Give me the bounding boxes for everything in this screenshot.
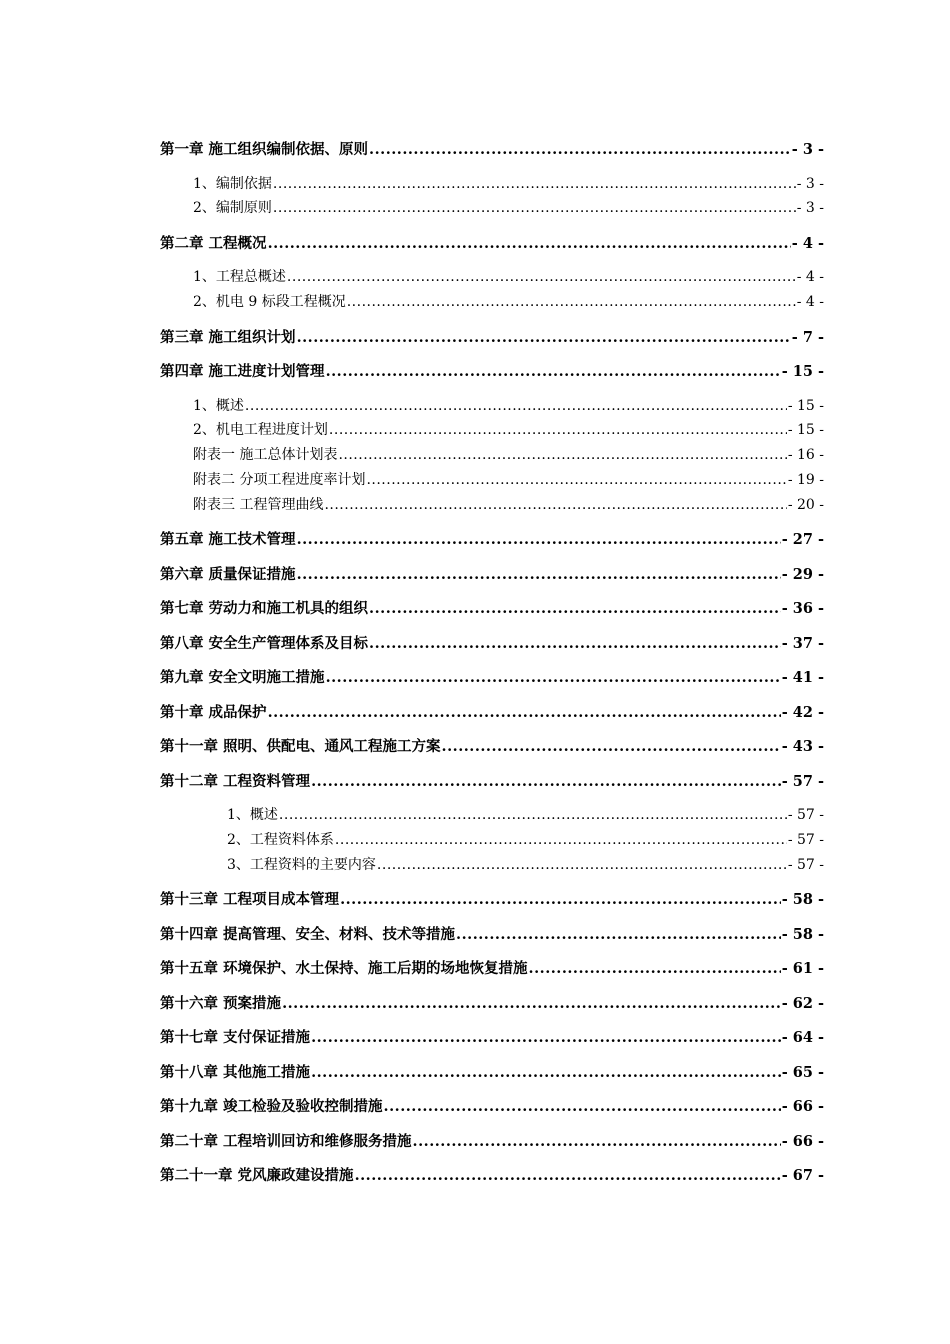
toc-page: - 15 -: [787, 422, 824, 439]
toc-chapter-16[interactable]: [160, 991, 824, 1026]
toc-title: 第二章 工程概况: [160, 234, 267, 252]
toc-title: 2、机电工程进度计划: [193, 422, 328, 439]
leader-dots: [340, 887, 781, 913]
toc-title: 第十九章 竣工检验及验收控制措施: [160, 1098, 383, 1116]
toc-page: - 64 -: [781, 1029, 824, 1047]
toc-page: - 15 -: [787, 397, 824, 414]
leader-dots: [529, 956, 781, 982]
toc-page: - 3 -: [791, 141, 824, 158]
leader-dots: [355, 1163, 781, 1189]
toc-sub-item[interactable]: [160, 265, 824, 290]
toc-title: 第十二章 工程资料管理: [160, 772, 311, 790]
toc-title: 第五章 施工技术管理: [160, 531, 296, 549]
toc-page: - 66 -: [781, 1132, 824, 1150]
toc-page: - 19 -: [787, 471, 824, 488]
toc-title: 附表三 工程管理曲线: [193, 496, 324, 513]
toc-sub-item[interactable]: [160, 418, 824, 443]
toc-title: 1、编制依据: [193, 175, 272, 192]
toc-chapter-11[interactable]: [160, 734, 824, 769]
leader-dots: [297, 325, 791, 351]
leader-dots: [329, 418, 787, 442]
leader-dots: [326, 665, 781, 691]
toc-chapter-13[interactable]: [160, 887, 824, 922]
toc-title: 2、编制原则: [193, 200, 272, 217]
toc-title: 第十八章 其他施工措施: [160, 1063, 311, 1081]
leader-dots: [297, 527, 781, 553]
leader-dots: [366, 468, 786, 492]
leader-dots: [369, 596, 781, 622]
leader-dots: [311, 1060, 781, 1086]
toc-page: - 4 -: [791, 234, 824, 252]
toc-title: 第十章 成品保护: [160, 703, 267, 721]
toc-sub-item[interactable]: [160, 196, 824, 231]
toc-chapter-3[interactable]: [160, 325, 824, 360]
toc-title: 第四章 施工进度计划管理: [160, 363, 325, 381]
toc-chapter-18[interactable]: [160, 1060, 824, 1095]
leader-dots: [279, 803, 787, 827]
toc-page: - 57 -: [787, 807, 824, 824]
toc-chapter-8[interactable]: [160, 631, 824, 666]
toc-title: 3、工程资料的主要内容: [227, 856, 376, 873]
toc-page: - 42 -: [781, 703, 824, 721]
table-of-contents: [160, 137, 824, 1198]
leader-dots: [456, 922, 781, 948]
toc-page: - 4 -: [796, 294, 824, 311]
leader-dots: [324, 493, 786, 517]
leader-dots: [245, 394, 787, 418]
leader-dots: [297, 562, 781, 588]
toc-chapter-20[interactable]: [160, 1129, 824, 1164]
toc-page: - 27 -: [781, 531, 824, 549]
toc-page: - 43 -: [781, 738, 824, 756]
toc-page: - 36 -: [781, 600, 824, 618]
leader-dots: [268, 231, 791, 257]
toc-title: 1、概述: [193, 397, 244, 414]
toc-title: 第十七章 支付保证措施: [160, 1029, 311, 1047]
toc-page: - 29 -: [781, 565, 824, 583]
toc-sub-item[interactable]: [160, 172, 824, 197]
toc-chapter-21[interactable]: [160, 1163, 824, 1198]
toc-chapter-14[interactable]: [160, 922, 824, 957]
toc-title: 第十五章 环境保护、水土保持、施工后期的场地恢复措施: [160, 960, 528, 978]
leader-dots: [282, 991, 781, 1017]
toc-page: - 58 -: [781, 925, 824, 943]
leader-dots: [384, 1094, 781, 1120]
toc-page: - 67 -: [781, 1167, 824, 1185]
leader-dots: [311, 769, 781, 795]
toc-chapter-9[interactable]: [160, 665, 824, 700]
toc-sub-item[interactable]: [160, 468, 824, 493]
leader-dots: [326, 359, 781, 385]
toc-page: - 65 -: [781, 1063, 824, 1081]
leader-dots: [347, 290, 796, 314]
toc-page: - 66 -: [781, 1098, 824, 1116]
leader-dots: [287, 265, 796, 289]
toc-chapter-5[interactable]: [160, 527, 824, 562]
toc-title: 第三章 施工组织计划: [160, 328, 296, 346]
toc-sub-item[interactable]: [160, 853, 824, 888]
leader-dots: [369, 137, 791, 163]
toc-page: - 3 -: [796, 200, 824, 217]
toc-chapter-15[interactable]: [160, 956, 824, 991]
toc-title: 附表一 施工总体计划表: [193, 447, 338, 464]
toc-page: - 4 -: [796, 269, 824, 286]
toc-title: 第八章 安全生产管理体系及目标: [160, 634, 369, 652]
leader-dots: [377, 853, 787, 877]
toc-title: 第十六章 预案措施: [160, 994, 282, 1012]
toc-page: - 37 -: [781, 634, 824, 652]
toc-title: 2、机电 9 标段工程概况: [193, 294, 346, 311]
leader-dots: [338, 443, 786, 467]
toc-chapter-2[interactable]: [160, 231, 824, 266]
leader-dots: [442, 734, 781, 760]
toc-sub-item[interactable]: [160, 443, 824, 468]
toc-sub-item[interactable]: [160, 803, 824, 828]
toc-title: 附表二 分项工程进度率计划: [193, 471, 366, 488]
toc-page: - 57 -: [781, 772, 824, 790]
toc-page: - 57 -: [787, 832, 824, 849]
toc-chapter-4[interactable]: [160, 359, 824, 394]
toc-title: 1、工程总概述: [193, 269, 286, 286]
toc-title: 第十三章 工程项目成本管理: [160, 891, 340, 909]
leader-dots: [268, 700, 781, 726]
toc-page: - 62 -: [781, 994, 824, 1012]
leader-dots: [335, 828, 787, 852]
toc-chapter-7[interactable]: [160, 596, 824, 631]
toc-chapter-10[interactable]: [160, 700, 824, 735]
toc-page: - 61 -: [781, 960, 824, 978]
toc-title: 第十四章 提高管理、安全、材料、技术等措施: [160, 925, 456, 943]
toc-chapter-12[interactable]: [160, 769, 824, 804]
toc-chapter-1[interactable]: [160, 137, 824, 172]
toc-chapter-19[interactable]: [160, 1094, 824, 1129]
toc-sub-item[interactable]: [160, 394, 824, 419]
toc-sub-item[interactable]: [160, 290, 824, 325]
toc-chapter-17[interactable]: [160, 1025, 824, 1060]
leader-dots: [273, 172, 796, 196]
toc-title: 1、概述: [227, 807, 278, 824]
toc-page: - 15 -: [781, 363, 824, 381]
toc-title: 第二十一章 党风廉政建设措施: [160, 1167, 354, 1185]
leader-dots: [273, 196, 796, 220]
toc-chapter-6[interactable]: [160, 562, 824, 597]
toc-title: 第十一章 照明、供配电、通风工程施工方案: [160, 738, 441, 756]
toc-page: - 3 -: [796, 175, 824, 192]
toc-page: - 41 -: [781, 669, 824, 687]
toc-page: - 58 -: [781, 891, 824, 909]
toc-sub-item[interactable]: [160, 828, 824, 853]
toc-page: - 20 -: [787, 496, 824, 513]
toc-title: 第一章 施工组织编制依据、原则: [160, 141, 369, 158]
toc-page: - 57 -: [787, 856, 824, 873]
toc-sub-item[interactable]: [160, 493, 824, 528]
leader-dots: [413, 1129, 781, 1155]
leader-dots: [311, 1025, 781, 1051]
toc-page: - 7 -: [791, 328, 824, 346]
toc-page: - 16 -: [787, 447, 824, 464]
toc-title: 第七章 劳动力和施工机具的组织: [160, 600, 369, 618]
toc-title: 2、工程资料体系: [227, 832, 334, 849]
toc-title: 第二十章 工程培训回访和维修服务措施: [160, 1132, 412, 1150]
toc-title: 第六章 质量保证措施: [160, 565, 296, 583]
leader-dots: [369, 631, 781, 657]
toc-title: 第九章 安全文明施工措施: [160, 669, 325, 687]
